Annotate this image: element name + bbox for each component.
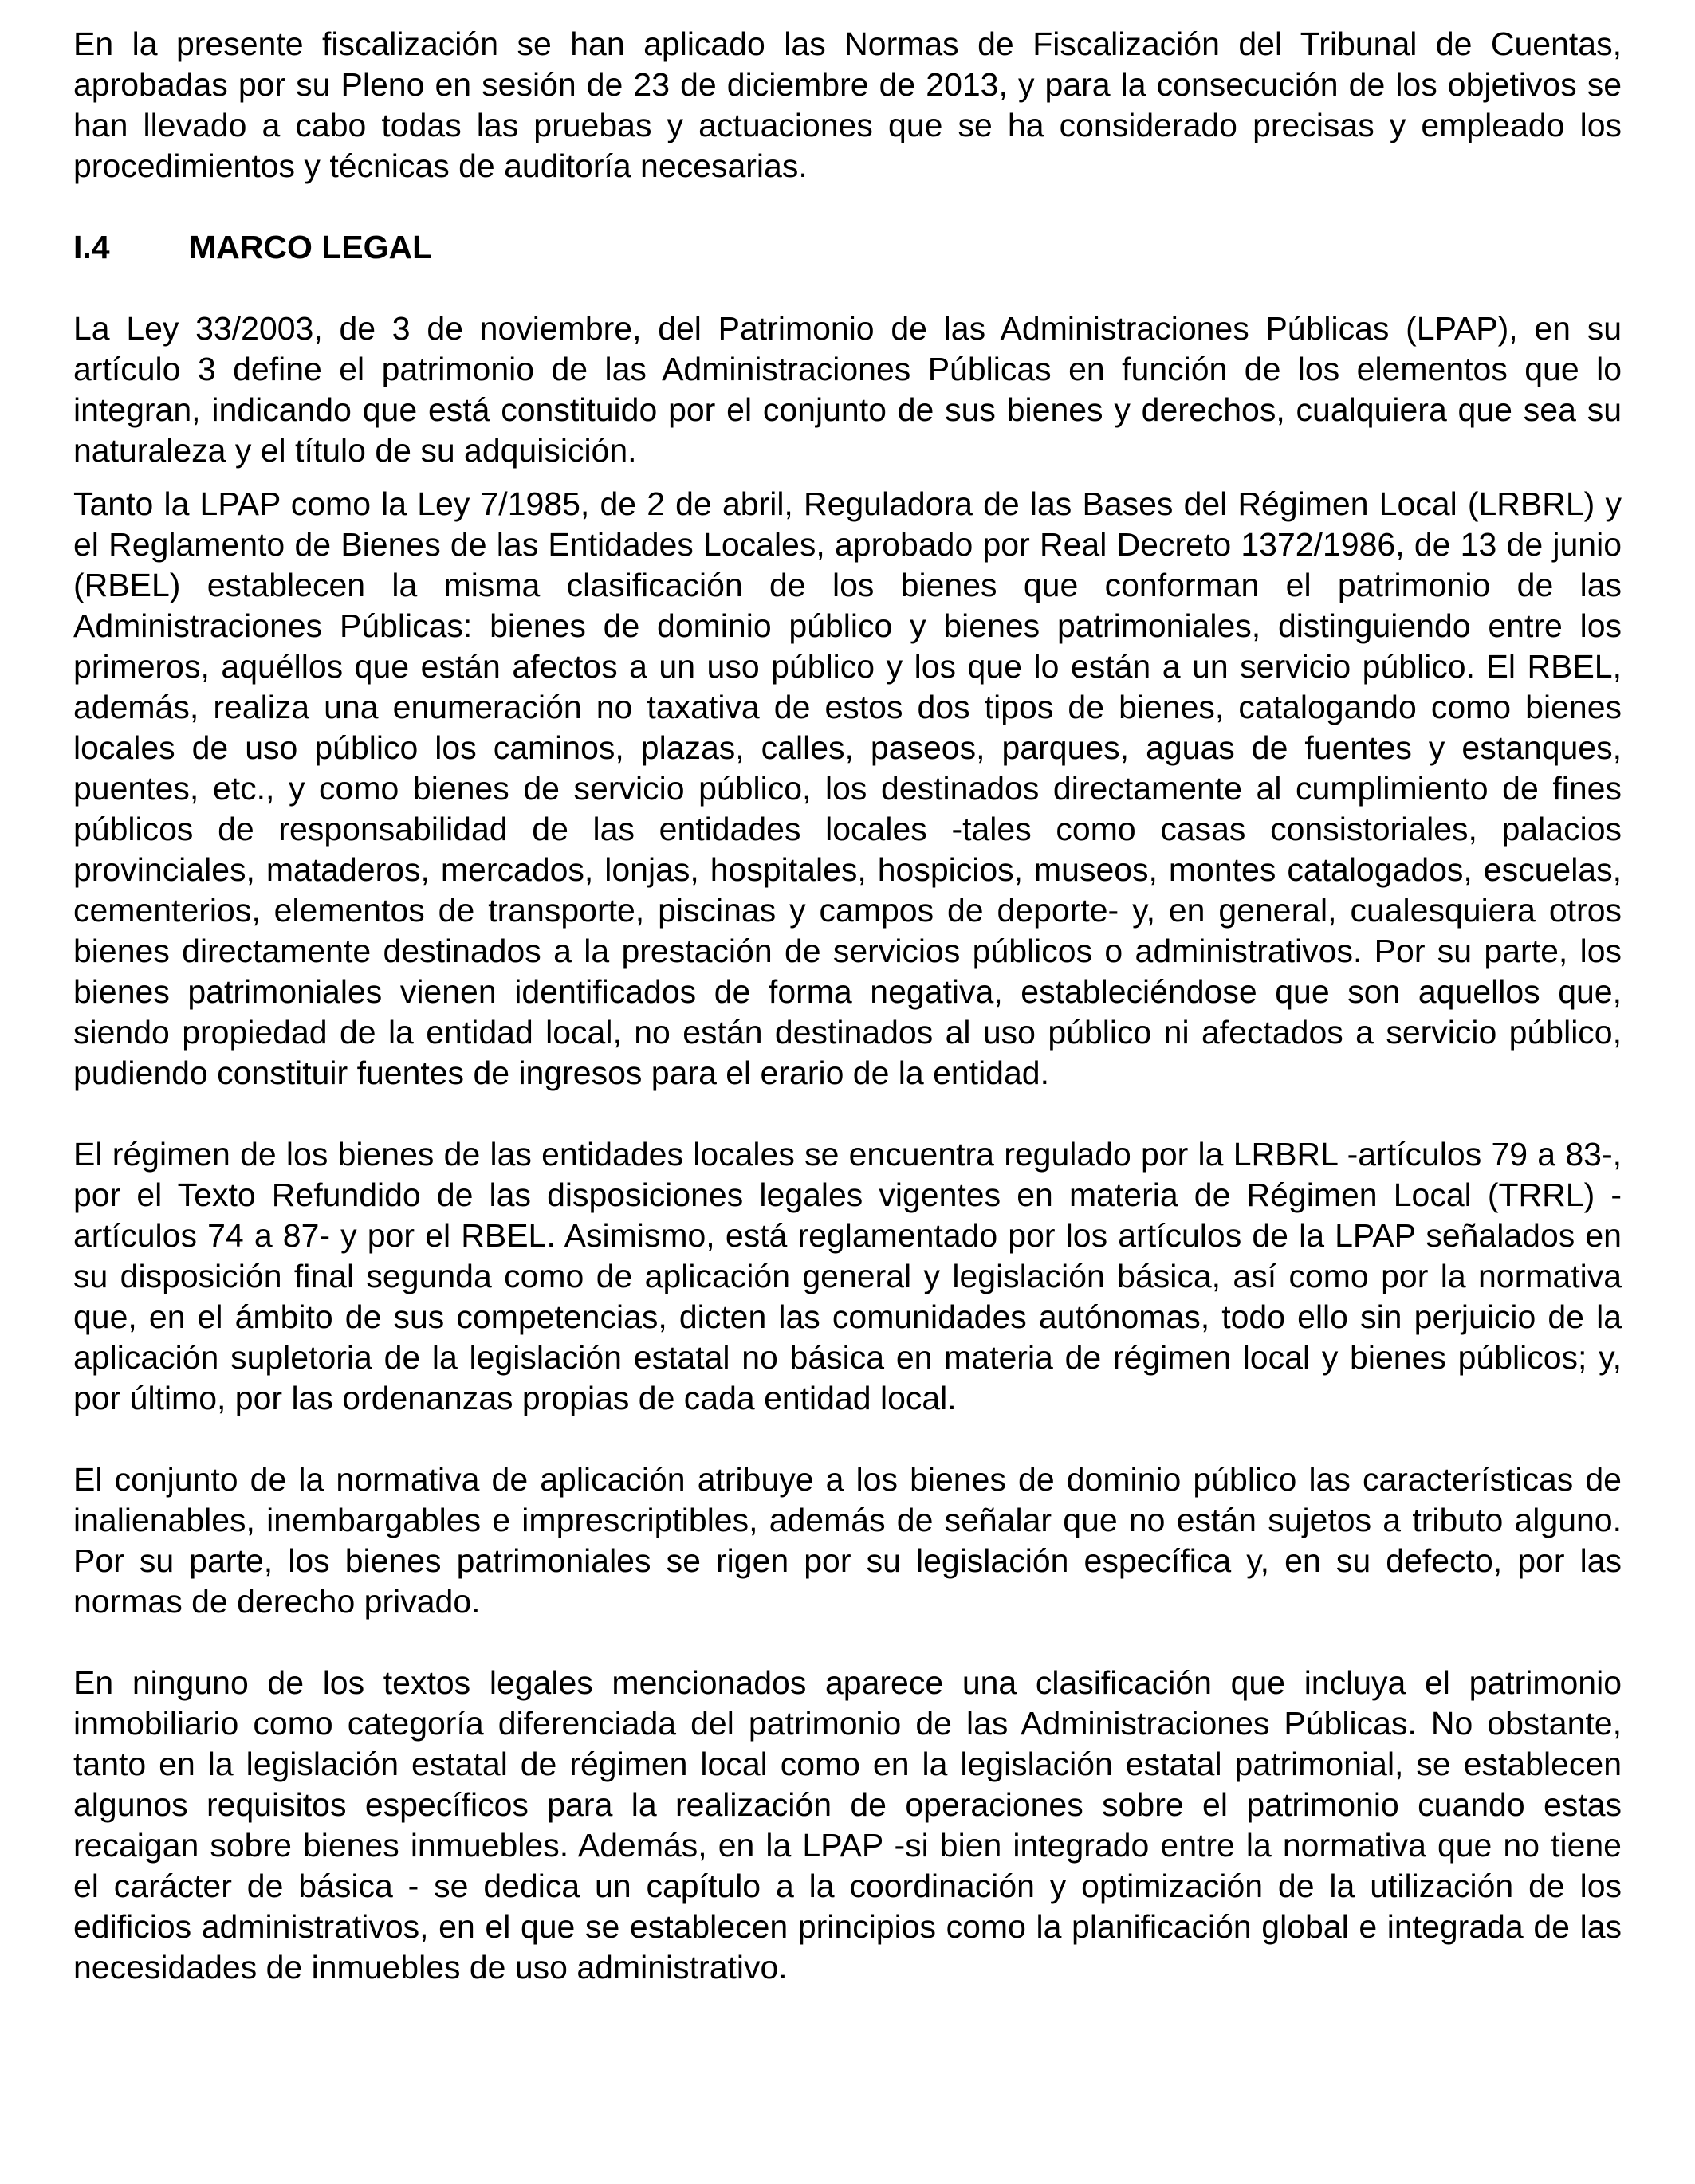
paragraph-lpap-definition: La Ley 33/2003, de 3 de noviembre, del Patrimonio de las Administraciones Públicas (LPAP), en su artículo 3 define el patrimonio de las Administraciones Públicas en función de los elementos que lo integran, indicando que está constituido por el conjunto de sus bienes y derechos, cualquiera que sea su naturaleza y el título de su adquisición. xyxy=(73,310,1622,469)
section-number: I.4 xyxy=(73,229,110,265)
document-page xyxy=(73,24,1622,1988)
paragraph-bienes-classification: Tanto la LPAP como la Ley 7/1985, de 2 de abril, Reguladora de las Bases del Régimen Local (LRBRL) y el Reglamento de Bienes de las Entidades Locales, aprobado por Real Decreto 1372/1986, de 13 de junio (RBEL) establecen la misma clasificación de los bienes que conforman el patrimonio de las Administraciones Públicas: bienes de dominio público y bienes patrimoniales, distinguiendo entre los primeros, aquéllos que están afectos a un uso público y los que lo están a un servicio público. El RBEL, además, realiza una enumeración no taxativa de estos dos tipos de bienes, catalogando como bienes locales de uso público los caminos, plazas, calles, paseos, parques, aguas de fuentes y estanques, puentes, etc., y como bienes de servicio público, los destinados directamente al cumplimiento de fines públicos de responsabilidad de las entidades locales -tales como casas consistoriales, palacios provinciales, mataderos, mercados, lonjas, hospitales, hospicios, museos, montes catalogados, escuelas, cementerios, elementos de transporte, piscinas y campos de deporte- y, en general, cualesquiera otros bienes directamente destinados a la prestación de servicios públicos o administrativos. Por su parte, los bienes patrimoniales vienen identificados de forma negativa, estableciéndose que son aquellos que, siendo propiedad de la entidad local, no están destinados al uso público ni afectados a servicio público, pudiendo constituir fuentes de ingresos para el erario de la entidad. xyxy=(73,485,1622,1091)
intro-paragraph: En la presente fiscalización se han aplicado las Normas de Fiscalización del Tribunal de Cuentas, aprobadas por su Pleno en sesión de 23 de diciembre de 2013, y para la consecución de los objetivos se han llevado a cabo todas las pruebas y actuaciones que se ha considerado precisas y empleado los procedimientos y técnicas de auditoría necesarias. xyxy=(73,26,1622,184)
paragraph-patrimonio-inmobiliario: En ninguno de los textos legales mencionados aparece una clasificación que incluya el patrimonio inmobiliario como categoría diferenciada del patrimonio de las Administraciones Públicas. No obstante, tanto en la legislación estatal de régimen local como en la legislación estatal patrimonial, se establecen algunos requisitos específicos para la realización de operaciones sobre el patrimonio cuando estas recaigan sobre bienes inmuebles. Además, en la LPAP -si bien integrado entre la normativa que no tiene el carácter de básica - se dedica un capítulo a la coordinación y optimización de la utilización de los edificios administrativos, en el que se establecen principios como la planificación global e integrada de las necesidades de inmuebles de uso administrativo. xyxy=(73,1664,1622,1986)
paragraph-dominio-publico: El conjunto de la normativa de aplicación atribuye a los bienes de dominio público las características de inalienables, inembargables e imprescriptibles, además de señalar que no están sujetos a tributo alguno. Por su parte, los bienes patrimoniales se rigen por su legislación específica y, en su defecto, por las normas de derecho privado. xyxy=(73,1461,1622,1620)
section-heading xyxy=(73,227,1622,268)
section-title: MARCO LEGAL xyxy=(189,229,433,265)
paragraph-regimen-bienes: El régimen de los bienes de las entidades locales se encuentra regulado por la LRBRL -artículos 79 a 83-, por el Texto Refundido de las disposiciones legales vigentes en materia de Régimen Local (TRRL) -artículos 74 a 87- y por el RBEL. Asimismo, está reglamentado por los artículos de la LPAP señalados en su disposición final segunda como de aplicación general y legislación básica, así como por la normativa que, en el ámbito de sus competencias, dicten las comunidades autónomas, todo ello sin perjuicio de la aplicación supletoria de la legislación estatal no básica en materia de régimen local y bienes públicos; y, por último, por las ordenanzas propias de cada entidad local. xyxy=(73,1136,1622,1416)
